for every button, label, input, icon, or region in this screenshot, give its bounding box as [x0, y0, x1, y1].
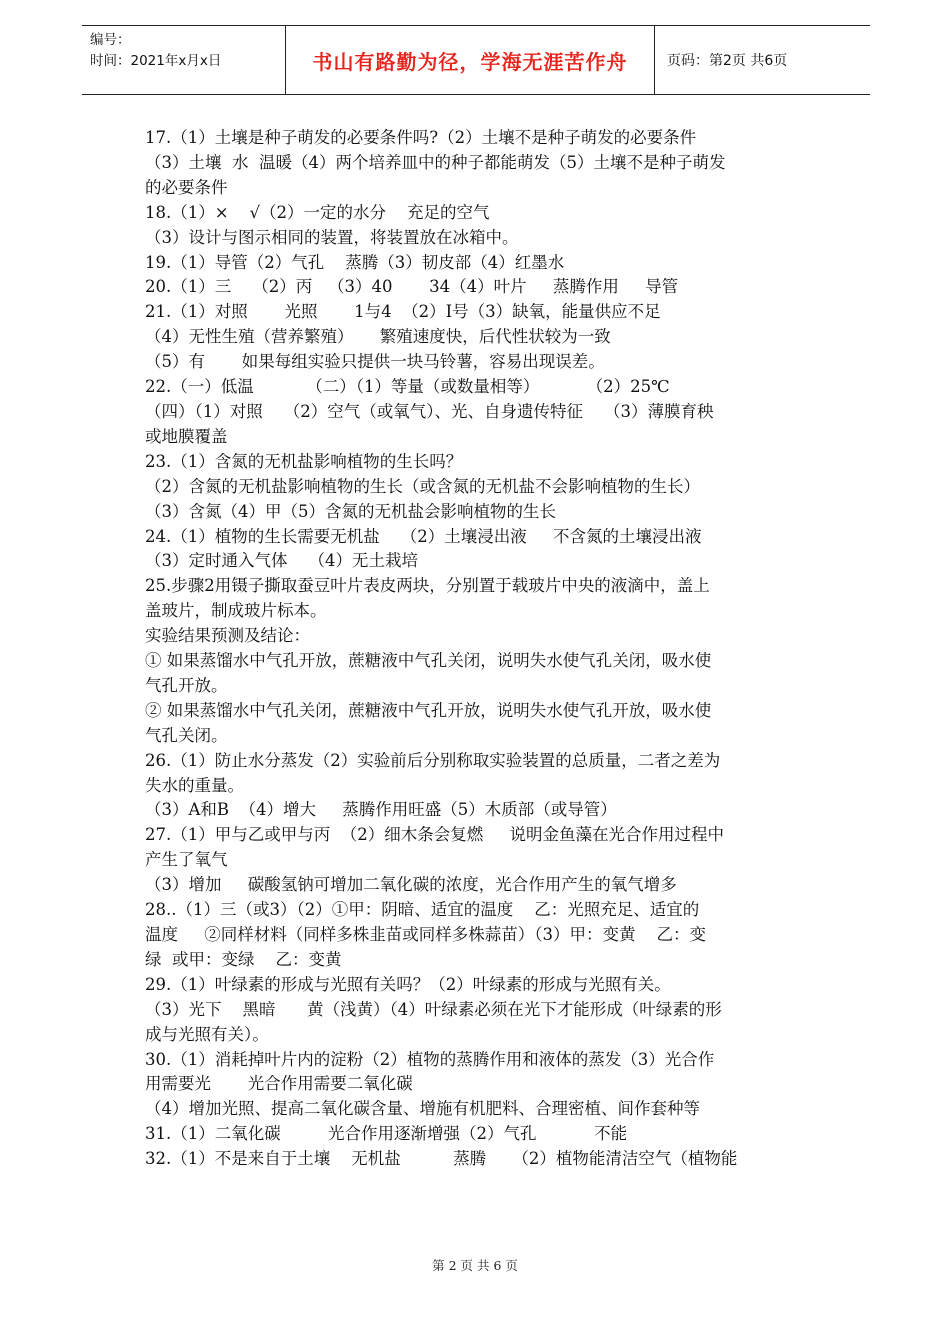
- text-line: （3）A和B （4）增大 蒸腾作用旺盛（5）木质部（或导管）: [145, 800, 617, 820]
- text-line: ② 如果蒸馏水中气孔关闭，蔗糖液中气孔开放，说明失水使气孔开放，吸水使: [145, 700, 712, 720]
- text-line: 26.（1）防止水分蒸发（2）实验前后分别称取实验装置的总质量，二者之差为: [145, 750, 721, 770]
- text-line: 31.（1）二氧化碳 光合作用逐渐增强（2）气孔 不能: [145, 1124, 628, 1144]
- text-line: 27.（1）甲与乙或甲与丙 （2）细木条会复燃 说明金鱼藻在光合作用过程中: [145, 825, 724, 845]
- header-motto: [285, 26, 655, 94]
- text-line: 气孔开放。: [145, 675, 228, 695]
- text-line: 22.（一）低温 （二）（1）等量（或数量相等） （2）25℃: [145, 377, 670, 397]
- text-line: ① 如果蒸馏水中气孔开放，蔗糖液中气孔关闭，说明失水使气孔关闭，吸水使: [145, 651, 712, 671]
- number-label: 编号：: [90, 32, 131, 48]
- text-line: 用需要光 光合作用需要二氧化碳: [145, 1074, 413, 1094]
- text-line: （5）有 如果每组实验只提供一块马铃薯，容易出现误差。: [145, 352, 605, 372]
- answer-content: [145, 126, 809, 1172]
- text-line: （3）土壤 水 温暖（4）两个培养皿中的种子都能萌发（5）土壤不是种子萌发: [145, 152, 726, 172]
- text-line: （3）定时通入气体 （4）无土栽培: [145, 551, 418, 571]
- text-line: 盖玻片，制成玻片标本。: [145, 601, 327, 621]
- time-label: 时间：2021年x月x日: [90, 53, 222, 69]
- motto-text: 书山有路勤为径，学海无涯苦作舟: [312, 49, 628, 74]
- text-line: 30.（1）消耗掉叶片内的淀粉（2）植物的蒸腾作用和液体的蒸发（3）光合作: [145, 1049, 715, 1069]
- header-page-info: [655, 26, 870, 94]
- text-line: 29.（1）叶绿素的形成与光照有关吗？（2）叶绿素的形成与光照有关。: [145, 974, 671, 994]
- text-line: 21.（1）对照 光照 1与4 （2）Ⅰ号（3）缺氧，能量供应不足: [145, 302, 661, 322]
- text-line: 绿 或甲：变绿 乙：变黄: [145, 949, 342, 969]
- footer-page-number: 第 2 页 共 6 页: [432, 1258, 518, 1273]
- text-line: 25.步骤2用镊子撕取蚕豆叶片表皮两块，分别置于载玻片中央的液滴中，盖上: [145, 576, 710, 596]
- text-line: 成与光照有关）。: [145, 1024, 269, 1044]
- text-line: 18.（1）× √（2）一定的水分 充足的空气: [145, 202, 490, 222]
- header-meta: [82, 26, 285, 94]
- text-line: 20.（1）三 （2）丙 （3）40 34（4）叶片 蒸腾作用 导管: [145, 277, 679, 297]
- text-line: （2）含氮的无机盐影响植物的生长（或含氮的无机盐不会影响植物的生长）: [145, 476, 700, 496]
- text-line: （4）无性生殖（营养繁殖） 繁殖速度快，后代性状较为一致: [145, 327, 611, 347]
- text-line: 19.（1）导管（2）气孔 蒸腾（3）韧皮部（4）红墨水: [145, 252, 565, 272]
- text-line: 32.（1）不是来自于土壤 无机盐 蒸腾 （2）植物能清洁空气（植物能: [145, 1149, 738, 1169]
- page-header: [82, 25, 870, 95]
- page-info-text: 页码：第2页 共6页: [667, 53, 788, 69]
- text-line: 产生了氧气: [145, 850, 228, 870]
- text-line: 28..（1）三（或3）（2）①甲：阴暗、适宜的温度 乙：光照充足、适宜的: [145, 900, 700, 920]
- text-line: 温度 ②同样材料（同样多株韭苗或同样多株蒜苗）（3）甲：变黄 乙：变: [145, 925, 706, 944]
- text-line: （4）增加光照、提高二氧化碳含量、增施有机肥料、合理密植、间作套种等: [145, 1099, 700, 1119]
- text-line: （3）设计与图示相同的装置，将装置放在冰箱中。: [145, 227, 519, 247]
- text-line: （3）光下 黑暗 黄（浅黄）（4）叶绿素必须在光下才能形成（叶绿素的形: [145, 999, 722, 1019]
- text-line: 24.（1）植物的生长需要无机盐 （2）土壤浸出液 不含氮的土壤浸出液: [145, 526, 702, 546]
- text-line: 17.（1）土壤是种子萌发的必要条件吗?（2）土壤不是种子萌发的必要条件: [145, 128, 697, 147]
- text-line: 气孔关闭。: [145, 725, 228, 745]
- text-line: 实验结果预测及结论：: [145, 626, 310, 646]
- text-line: 23.（1）含氮的无机盐影响植物的生长吗？: [145, 451, 463, 471]
- text-line: 失水的重量。: [145, 775, 244, 795]
- page-footer: [0, 1256, 950, 1274]
- text-line: 的必要条件: [145, 177, 228, 197]
- text-line: 或地膜覆盖: [145, 426, 228, 446]
- text-line: （3）含氮（4）甲（5）含氮的无机盐会影响植物的生长: [145, 501, 556, 521]
- text-line: （3）增加 碳酸氢钠可增加二氧化碳的浓度，光合作用产生的氧气增多: [145, 875, 677, 895]
- text-line: （四）（1）对照 （2）空气（或氧气）、光、自身遗传特征 （3）薄膜育秧: [145, 401, 714, 421]
